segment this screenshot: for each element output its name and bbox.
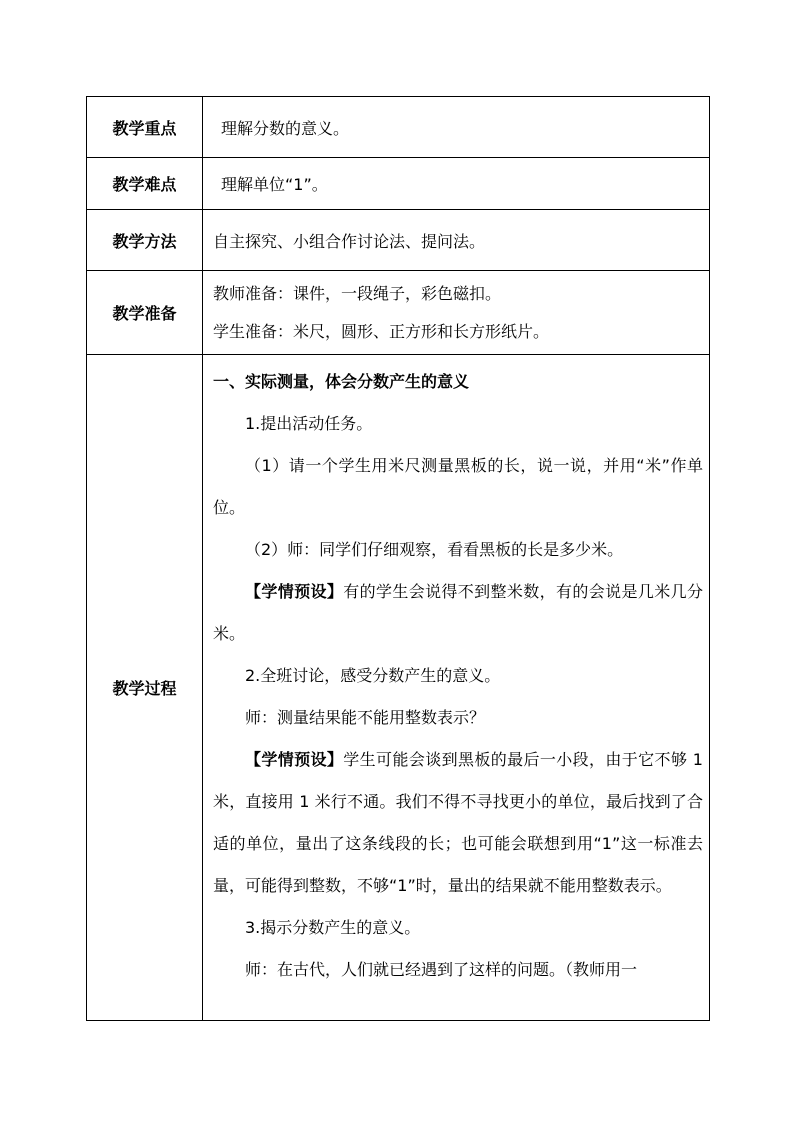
row-process [87,355,710,1021]
process-question-2: 师：测量结果能不能用整数表示？ [245,708,486,727]
preset-text-2: 学生可能会谈到黑板的最后一小段，由于它不够 1 米，直接用 1 米行不通。我们不得不寻找更小的单位，最后找到了合适的单位，量出了这条线段的长；也可能会联想到用“1”这一标准去量，可能得到整数，不够“1”时，量出的结果就不能用整数表示。 [213,750,703,895]
process-step-1a: （1）请一个学生用米尺测量黑板的长，说一说，并用“米”作单位。 [213,456,703,517]
process-section-heading: 一、实际测量，体会分数产生的意义 [213,372,470,391]
value-prep [203,271,710,355]
prep-teacher: 教师准备：课件，一段绳子，彩色磁扣。 [213,283,502,303]
row-difficulty [87,158,710,210]
process-step-2: 2.全班讨论，感受分数产生的意义。 [245,666,501,685]
label-difficulty: 教学难点 [87,158,203,210]
value-process [203,355,710,1021]
preset-text-1: 有的学生会说得不到整米数，有的会说是几米几分米。 [213,582,703,643]
prep-student: 学生准备：米尺，圆形、正方形和长方形纸片。 [213,321,550,341]
process-step-1: 1.提出活动任务。 [245,414,373,433]
process-teacher-3: 师：在古代，人们就已经遇到了这样的问题。（教师用一 [245,960,638,979]
value-method: 自主探究、小组合作讨论法、提问法。 [203,210,710,271]
label-prep: 教学准备 [87,271,203,355]
preset-tag: 【学情预设】 [245,582,344,601]
row-method [87,210,710,271]
process-step-3: 3.揭示分数产生的意义。 [245,918,421,937]
row-prep [87,271,710,355]
label-method: 教学方法 [87,210,203,271]
process-preset-1 [213,571,703,655]
process-step-1b: （2）师：同学们仔细观察，看看黑板的长是多少米。 [245,540,624,559]
process-preset-2 [213,739,703,907]
value-difficulty: 理解单位“1”。 [203,158,710,210]
preset-tag: 【学情预设】 [245,750,344,769]
label-focus: 教学重点 [87,97,203,158]
lesson-plan-table [86,96,710,1021]
row-focus [87,97,710,158]
value-focus: 理解分数的意义。 [203,97,710,158]
label-process: 教学过程 [87,355,203,1021]
